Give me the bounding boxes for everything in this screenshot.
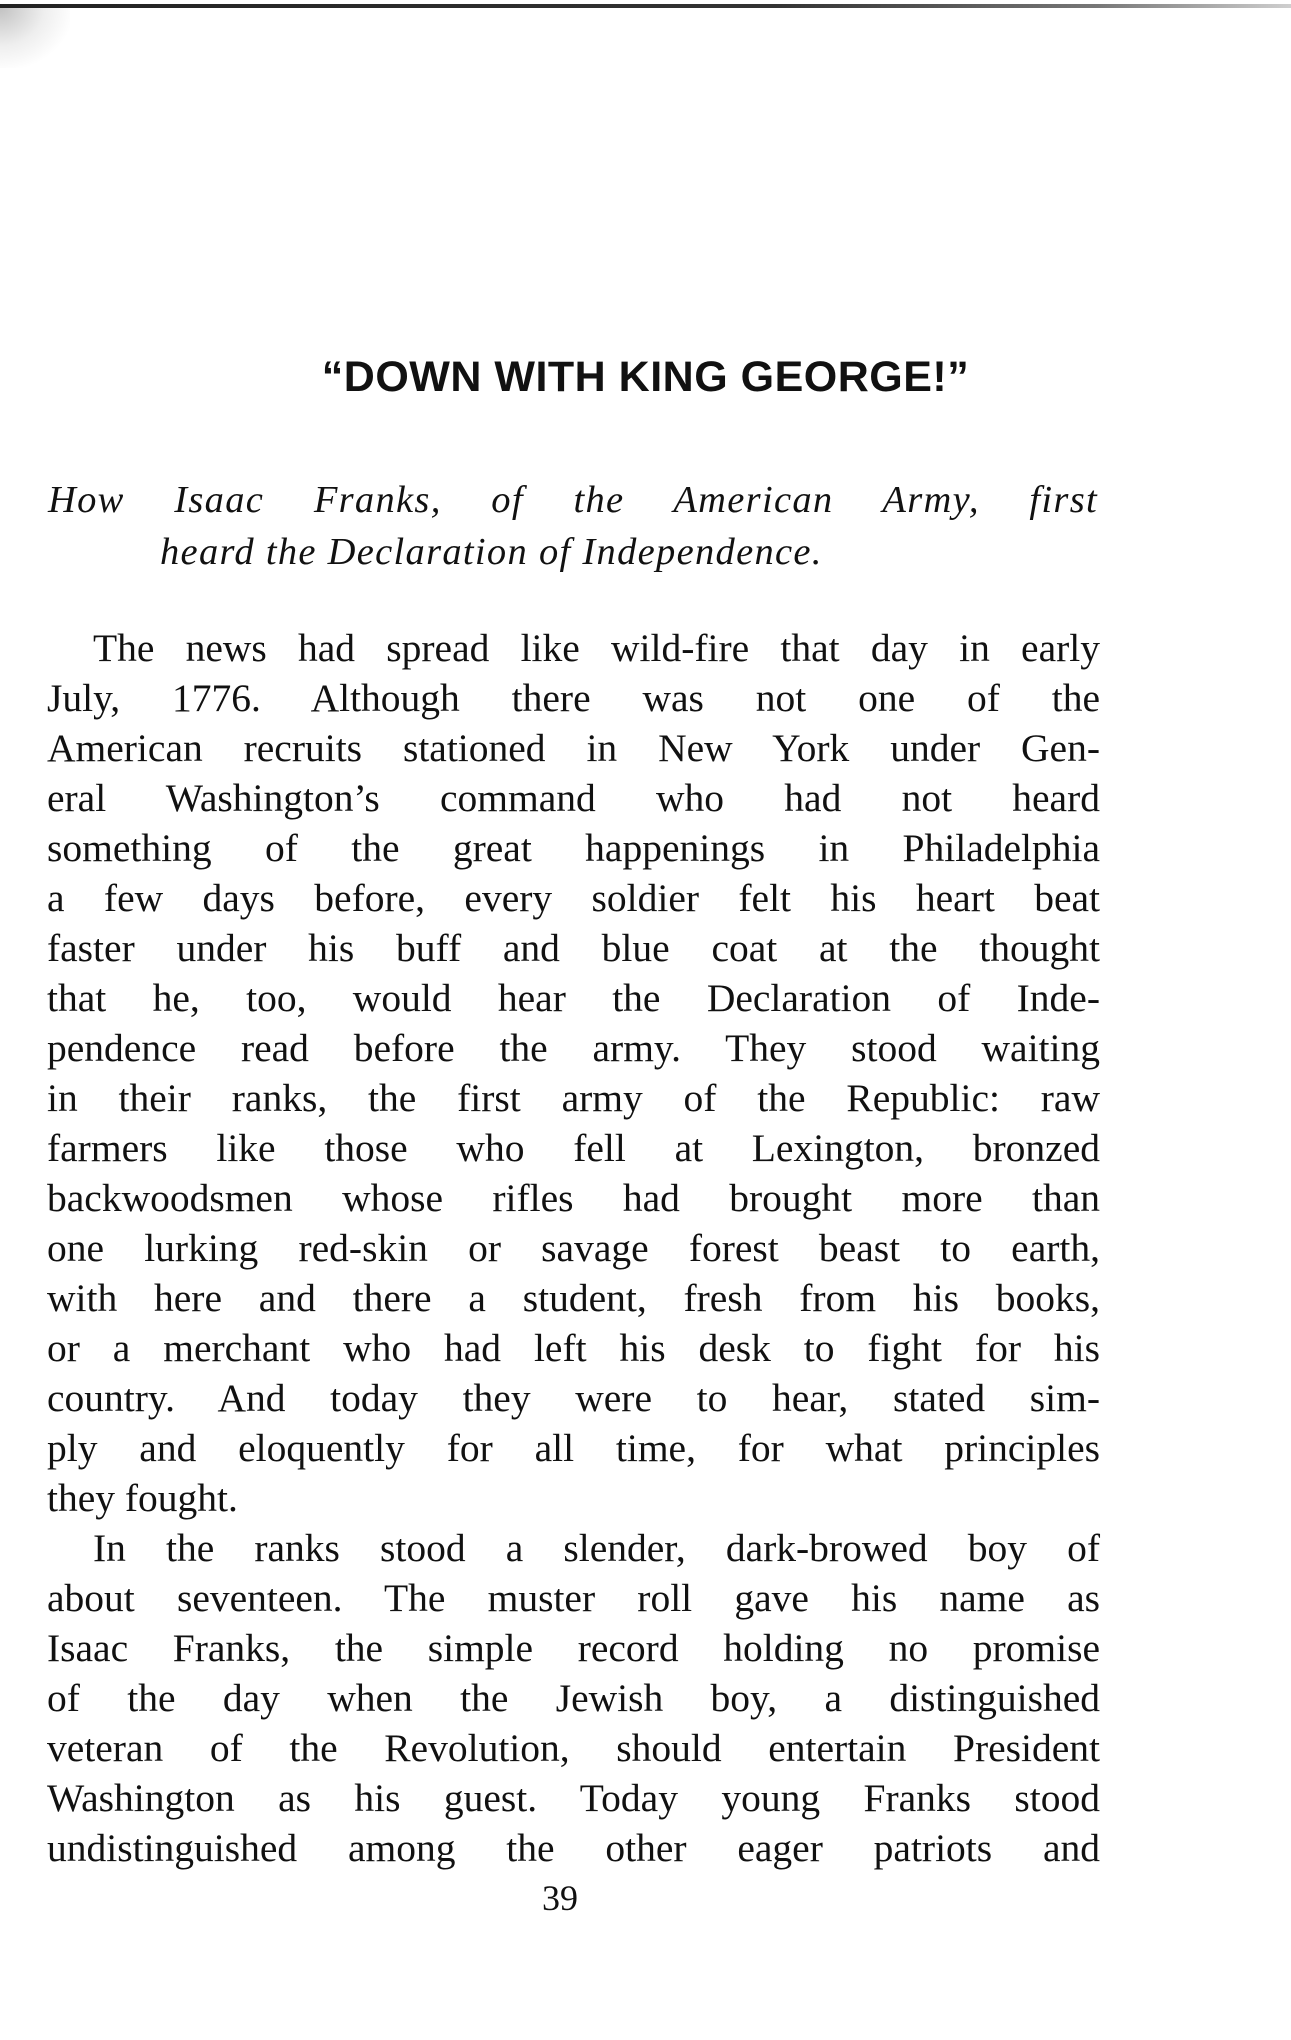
text-line: about seventeen. The muster roll gave his name as	[47, 1576, 1100, 1620]
text-line: country. And today they were to hear, stated sim-	[47, 1376, 1100, 1420]
chapter-subtitle	[48, 474, 1098, 578]
top-rule	[0, 4, 1291, 8]
text-line: undistinguished among the other eager patriots and	[47, 1826, 1100, 1870]
subtitle-line-1: How Isaac Franks, of the American Army, first	[48, 479, 1098, 521]
text-line: July, 1776. Although there was not one of the	[47, 676, 1100, 720]
text-line: backwoodsmen whose rifles had brought more than	[47, 1176, 1100, 1220]
text-line: ply and eloquently for all time, for what principles	[47, 1426, 1100, 1470]
text-line: Isaac Franks, the simple record holding no promise	[47, 1626, 1100, 1670]
text-line: In the ranks stood a slender, dark-browed boy of	[93, 1526, 1100, 1570]
text-line: in their ranks, the first army of the Republic: raw	[47, 1076, 1100, 1120]
text-line: of the day when the Jewish boy, a distinguished	[47, 1676, 1100, 1720]
subtitle-line-2: heard the Declaration of Independence.	[160, 531, 823, 573]
chapter-title: “DOWN WITH KING GEORGE!”	[321, 353, 970, 401]
text-line: veteran of the Revolution, should entertain President	[47, 1726, 1100, 1770]
text-line: eral Washington’s command who had not heard	[47, 776, 1100, 820]
text-line: one lurking red-skin or savage forest beast to earth,	[47, 1226, 1100, 1270]
text-line: farmers like those who fell at Lexington, bronzed	[47, 1126, 1100, 1170]
text-line: The news had spread like wild-fire that day in early	[93, 626, 1100, 670]
corner-speckle	[0, 8, 70, 68]
body-text	[47, 623, 1100, 1873]
text-line: pendence read before the army. They stood waiting	[47, 1026, 1100, 1070]
text-line: they fought.	[47, 1476, 238, 1520]
text-line: faster under his buff and blue coat at the thought	[47, 926, 1100, 970]
text-line: a few days before, every soldier felt his heart beat	[47, 876, 1100, 920]
text-line: or a merchant who had left his desk to fight for his	[47, 1326, 1100, 1370]
text-line: something of the great happenings in Philadelphia	[47, 826, 1100, 870]
text-line: with here and there a student, fresh from his books,	[47, 1276, 1100, 1320]
text-line: American recruits stationed in New York under Gen-	[47, 726, 1100, 770]
text-line: Washington as his guest. Today young Franks stood	[47, 1776, 1100, 1820]
text-line: that he, too, would hear the Declaration of Inde-	[47, 976, 1100, 1020]
page-number: 39	[542, 1878, 578, 1918]
